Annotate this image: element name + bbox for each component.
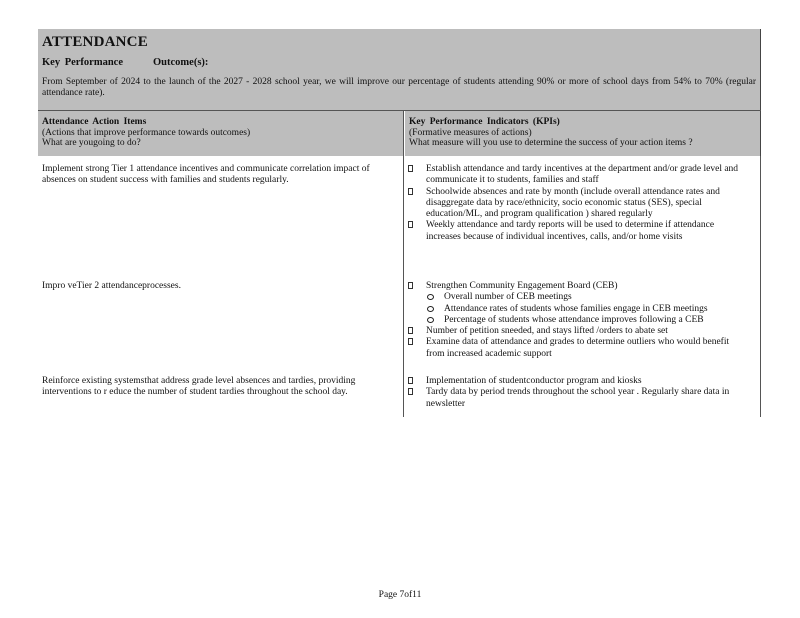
kpi-list-2: [408, 281, 748, 360]
circle-bullet-icon: [427, 317, 434, 323]
outcome-heading-part1: Key Performance: [42, 57, 124, 68]
column-divider: [403, 110, 404, 417]
outcome-heading-part2: Outcome(s):: [153, 57, 209, 68]
kpi-header: [405, 111, 761, 156]
kpi-list-3: [408, 376, 748, 410]
kpi-item: Schoolwide absences and rate by month (include overall attendance rates and disaggregate data by race/ethnicity, socio economic status (SES), special education/ML, and program qualification ) shared regularly: [408, 187, 748, 221]
action-item-2: Impro veTier 2 attendanceprocesses.: [42, 281, 181, 291]
bullet-icon: [408, 338, 413, 345]
circle-bullet-icon: [427, 306, 434, 312]
outcome-statement: From September of 2024 to the launch of the 2027 - 2028 school year, we will improve our percentage of students attending 90% or more of school days from 54% to 70% (regular attendance rate).: [42, 77, 756, 98]
section-title: ATTENDANCE: [42, 34, 148, 50]
bullet-icon: [408, 388, 413, 395]
kpi-sub-list: [426, 292, 748, 326]
kpi-sub-item: Attendance rates of students whose families engage in CEB meetings: [426, 304, 748, 315]
kpi-item: Number of petition sneeded, and stays lifted /orders to abate set: [408, 326, 748, 337]
bullet-icon: [408, 165, 413, 172]
outcome-heading: [42, 57, 208, 68]
bullet-icon: [408, 221, 413, 228]
action-items-header: [38, 111, 403, 156]
table-right-border: [760, 156, 761, 417]
bullet-icon: [408, 327, 413, 334]
action-items-header-subtitle: (Actions that improve performance towards outcomes): [42, 127, 251, 138]
outcome-header-block: [38, 29, 761, 110]
kpi-header-question: What measure will you use to determine the success of your action items ?: [409, 138, 693, 148]
circle-bullet-icon: [427, 294, 434, 300]
kpi-item: Weekly attendance and tardy reports will be used to determine if attendance increases because of individual incentives, calls, and/or home visits: [408, 220, 748, 243]
kpi-sub-item: Overall number of CEB meetings: [426, 292, 748, 303]
kpi-item: Strengthen Community Engagement Board (CEB) Overall number of CEB meetings Attendance rates of students whose families engage in CEB meetings Percentage of students whose attendance improves following a CEB: [408, 281, 748, 326]
action-items-header-question: What are yougoing to do?: [42, 138, 141, 148]
page-number: Page 7of11: [378, 590, 422, 600]
bullet-icon: [408, 188, 413, 195]
kpi-item: Examine data of attendance and grades to determine outliers who would benefit from increased academic support: [408, 337, 748, 360]
action-item-1: Implement strong Tier 1 attendance incentives and communicate correlation impact of absences on student success with families and students regularly.: [42, 164, 370, 185]
action-item-3: Reinforce existing systemsthat address grade level absences and tardies, providing interventions to r educe the number of student tardies throughout the school day.: [42, 376, 356, 397]
bullet-icon: [408, 282, 413, 289]
kpi-sub-item: Percentage of students whose attendance improves following a CEB: [426, 315, 748, 326]
kpi-item: Establish attendance and tardy incentives at the department and/or grade level and communicate it to students, families and staff: [408, 164, 748, 187]
bullet-icon: [408, 377, 413, 384]
kpi-header-subtitle: (Formative measures of actions): [409, 127, 532, 138]
kpi-header-title: Key Performance Indicators (KPIs): [409, 117, 560, 127]
kpi-list-1: [408, 164, 748, 243]
kpi-item: Tardy data by period trends throughout the school year . Regularly share data in newsletter: [408, 387, 748, 410]
action-items-header-title: Attendance Action Items: [42, 117, 147, 127]
kpi-item: Implementation of studentconductor program and kiosks: [408, 376, 748, 387]
